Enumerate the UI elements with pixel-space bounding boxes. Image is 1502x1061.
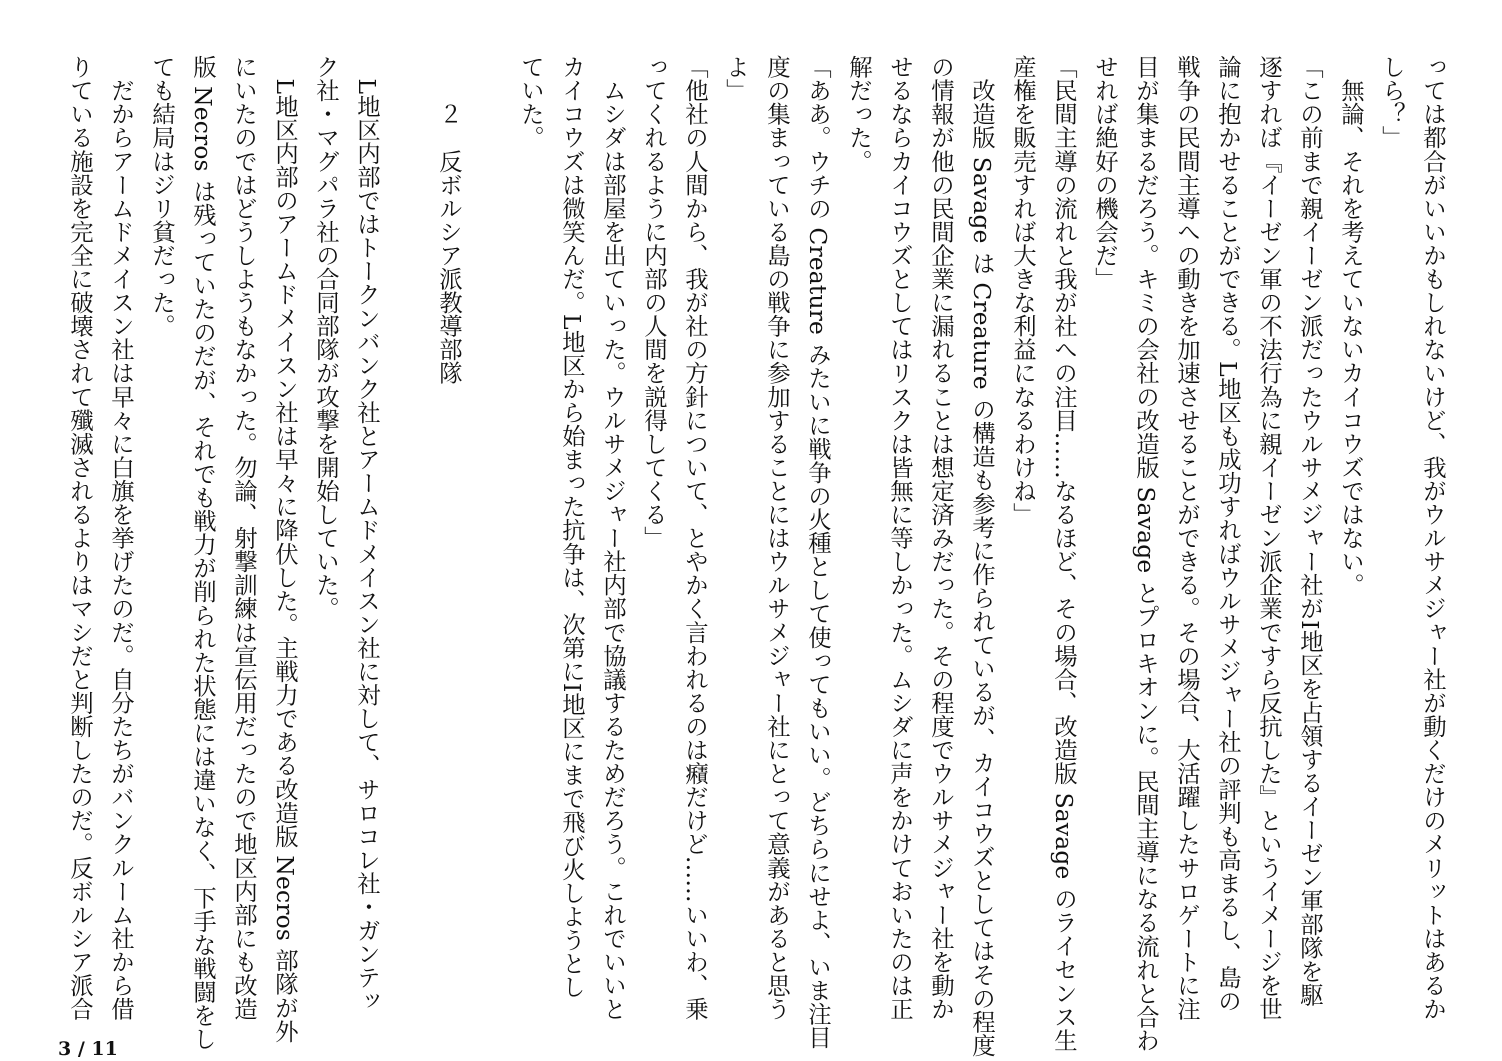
text-line: しら？」 <box>1378 55 1406 150</box>
text-line: にいたのではどうしようもなかった。勿論、射撃訓練は宣伝用だったので地区内部にも改造 <box>230 55 258 1021</box>
text-line: っては都合がいいかもしれないけど、我がウルサメジャー社が動くだけのメリットはあるか <box>1419 55 1447 1021</box>
text-line: カイコウズは微笑んだ。L地区から始まった抗争は、次第にI地区にまで飛び火しようとし <box>558 55 586 999</box>
text-line: だからアームドメイスン社は早々に白旗を挙げたのだ。自分たちがバンクルーム社から借 <box>107 55 135 1021</box>
text-line: 目が集まるだろう。キミの会社の改造版 Savage とプロキオンに。民間主導になる流れと合わ <box>1132 55 1160 1052</box>
text-line: ても結局はジリ貧だった。 <box>148 55 176 338</box>
text-line: 「民間主導の流れと我が社への注目……なるほど、その場合、改造版 Savage のライセンス生 <box>1050 55 1078 1052</box>
text-line: ていた。 <box>517 55 545 150</box>
text-line: せるならカイコウズとしてはリスクは皆無に等しかった。ムシダに声をかけておいたのは正 <box>886 55 914 1021</box>
text-line: せれば絶好の機会だ」 <box>1091 55 1119 291</box>
text-line: ムシダは部屋を出ていった。ウルサメジャー社内部で協議するためだろう。これでいいと <box>599 55 627 1021</box>
text-line: L地区内部のアームドメイスン社は早々に降伏した。主戦力である改造版 Necros 部隊が外 <box>271 55 299 1043</box>
text-line: ク社・マグパラ社の合同部隊が攻撃を開始していた。 <box>312 55 340 621</box>
text-line: 「この前まで親イーゼン派だったウルサメジャー社がI地区を占領するイーゼン軍部隊を駆 <box>1296 55 1324 1007</box>
text-line: の情報が他の民間企業に漏れることは想定済みだった。その程度でウルサメジャー社を動か <box>927 55 955 1021</box>
text-line: 産権を販売すれば大きな利益になるわけね」 <box>1009 55 1037 526</box>
text-line: 版 Necros は残っていたのだが、それでも戦力が削られた状態には違いなく、下手な戦闘をし <box>189 55 217 1051</box>
page-number: 3 / 11 <box>58 1038 118 1060</box>
text-line: 改造版 Savage は Creature の構造も参考に作られているが、カイコウズとしてはその程度 <box>968 55 996 1057</box>
text-line: 無論、それを考えていないカイコウズではない。 <box>1337 55 1365 597</box>
text-line: ってくれるように内部の人間を説得してくる」 <box>640 55 668 550</box>
text-line: よ」 <box>722 55 750 103</box>
blank-line <box>469 55 510 1017</box>
text-line: 戦争の民間主導への動きを加速させることができる。その場合、大活躍したサロゲートに注 <box>1173 55 1201 1021</box>
text-line: りている施設を完全に破壊されて殲滅されるよりはマシだと判断したのだ。反ボルシア派合 <box>66 55 94 1021</box>
text-line: 論に抱かせることができる。L地区も成功すればウルサメジャー社の評判も高まるし、島の <box>1214 55 1242 1013</box>
text-line: 「ああ。ウチの Creature みたいに戦争の火種として使ってもいい。どちらにせよ、いま注目 <box>804 55 832 1050</box>
blank-line <box>387 55 428 1017</box>
text-line: ２ 反ボルシア派教導部隊 <box>435 55 463 385</box>
text-line: 度の集まっている島の戦争に参加することにはウルサメジャー社にとって意義があると思う <box>763 55 791 1021</box>
text-line: 「他社の人間から、我が社の方針について、とやかく言われるのは癪だけど……いいわ、乗 <box>681 55 709 1021</box>
text-line: 解だった。 <box>845 55 873 173</box>
text-line: L地区内部ではトークンバンク社とアームドメイスン社に対して、サロコレ社・ガンテッ <box>353 55 381 1013</box>
text-line: 逐すれば『イーゼン軍の不法行為に親イーゼン派企業ですら反抗した』というイメージを世 <box>1255 55 1283 1021</box>
